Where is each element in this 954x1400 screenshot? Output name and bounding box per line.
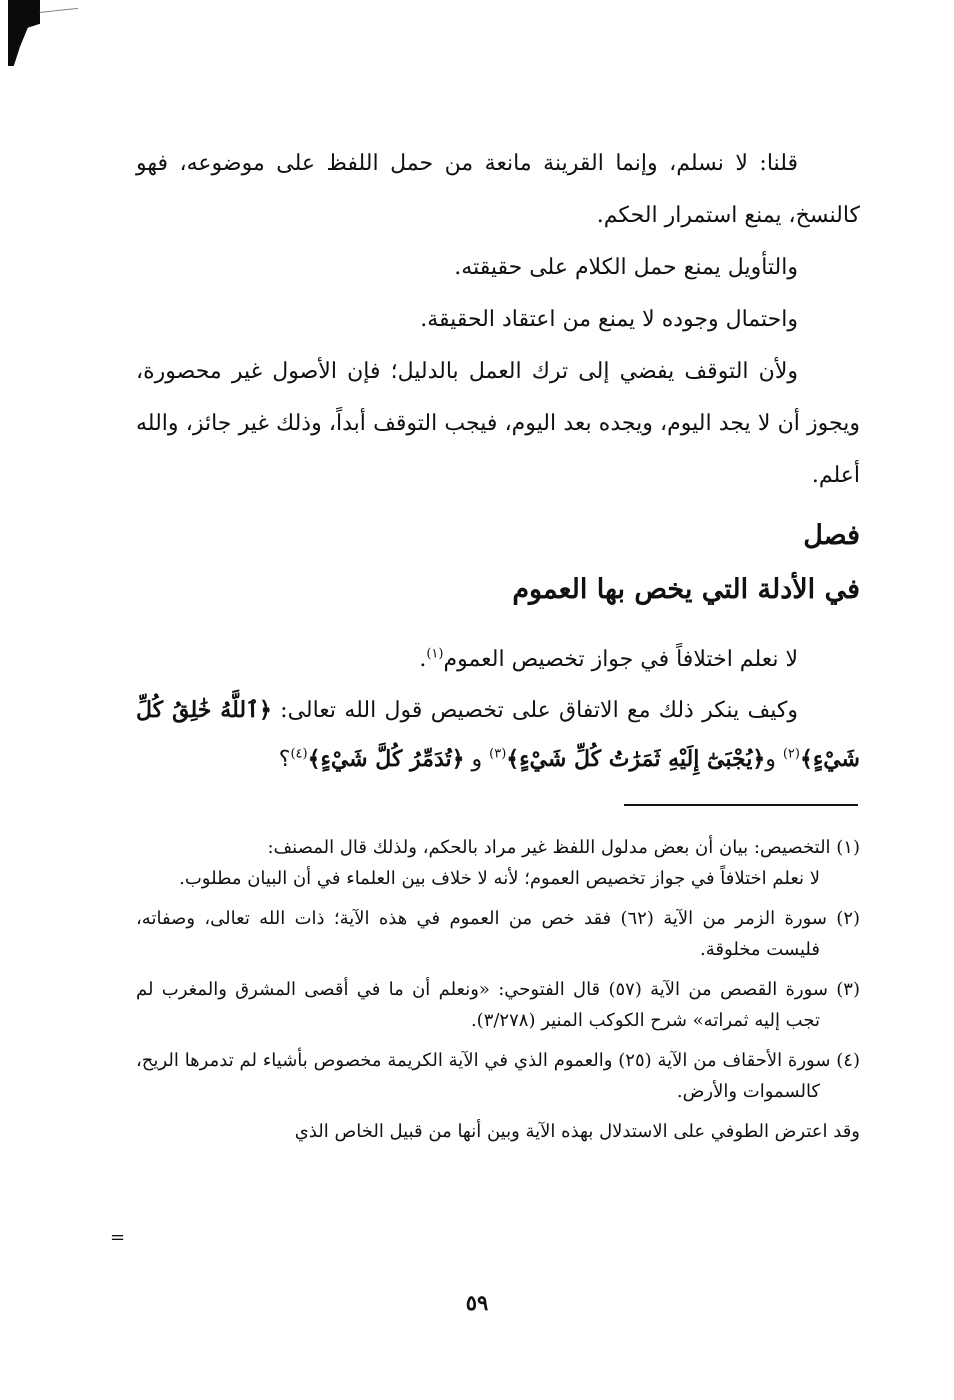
- footnote-ref-1: (١): [426, 646, 444, 662]
- footnote-ref-3: (٣): [489, 746, 507, 762]
- footnote-4-continuation: وقد اعترض الطوفي على الاستدلال بهذه الآية وبين أنها من قبيل الخاص الذي: [294, 1121, 860, 1142]
- page-number: ٥٩: [465, 1290, 489, 1315]
- footnote-separator: [624, 804, 858, 806]
- conjunction-1: و: [765, 747, 783, 772]
- section-paragraph-1-end: .: [419, 647, 427, 672]
- footnote-3: (٣) سورة القصص من الآية (٥٧) قال الفتوحي: «ونعلم أن ما في أقصى المشرق والمغرب لم تجب إليه ثمراته» شرح الكوكب المنير (٣/٢٧٨).: [136, 979, 860, 1031]
- section-paragraph-1-text: لا نعلم اختلافاً في جواز تخصيص العموم: [443, 647, 798, 672]
- footnote-1: [136, 832, 860, 894]
- section-subheading: في الأدلة التي يخص بها العموم: [512, 574, 860, 605]
- body-paragraph-2: والتأويل يمنع حمل الكلام على حقيقته.: [454, 255, 798, 280]
- section-heading: فصل: [803, 520, 860, 551]
- body-paragraph-3: واحتمال وجوده لا يمنع من اعتقاد الحقيقة.: [420, 307, 798, 332]
- continuation-mark: =: [110, 1227, 126, 1248]
- scan-corner-mark: [8, 0, 40, 66]
- footnotes: [136, 832, 860, 1147]
- scan-corner-hairline: [38, 8, 78, 13]
- footnote-ref-4: (٤): [290, 746, 308, 762]
- footnote-4: (٤) سورة الأحقاف من الآية (٢٥) والعموم الذي في الآية الكريمة مخصوص بأشياء لم تدمرها الريح، كالسموات والأرض.: [136, 1050, 860, 1102]
- footnote-1-line-1: (١) التخصيص: بيان أن بعض مدلول اللفظ غير مراد بالحكم، ولذلك قال المصنف:: [267, 837, 860, 858]
- quran-verse-3: ﴿تُدَمِّرُ كُلَّ شَيْءٍ﴾: [307, 746, 465, 772]
- body-paragraph-1: قلنا: لا نسلم، وإنما القرينة مانعة من حمل اللفظ على موضوعه، فهو كالنسخ، يمنع استمرار الحكم.: [136, 151, 860, 228]
- section-paragraph-2-intro: وكيف ينكر ذلك مع الاتفاق على تخصيص قول الله تعالى:: [271, 698, 798, 723]
- footnote-1-line-2: لا نعلم اختلافاً في جواز تخصيص العموم؛ لأنه لا خلاف بين العلماء في أن البيان مطلوب.: [179, 868, 820, 889]
- section-paragraph-2-end: ؟: [278, 747, 291, 772]
- body-paragraph-4: ولأن التوقف يفضي إلى ترك العمل بالدليل؛ فإن الأصول غير محصورة، ويجوز أن لا يجد اليوم، ويجده بعد اليوم، فيجب التوقف أبداً، وذلك غير جائز، والله أعلم.: [136, 359, 860, 488]
- main-text: [136, 138, 860, 784]
- footnote-2: (٢) سورة الزمر من الآية (٦٢) فقد خص من العموم في هذه الآية؛ ذات الله تعالى، وصفاته، فليست مخلوقة.: [136, 908, 861, 960]
- footnote-ref-2: (٢): [782, 746, 800, 762]
- quran-verse-1: ﴿ٱللَّهُ خَٰلِقُ كُلِّ شَيْءٍ﴾: [136, 697, 860, 772]
- quran-verse-2: ﴿يُجْبَىٰٓ إِلَيْهِ ثَمَرَٰتُ كُلِّ شَيْءٍ﴾: [506, 746, 766, 772]
- section-paragraph-1: [136, 634, 860, 686]
- section-paragraph-2: [136, 686, 860, 784]
- conjunction-2: و: [464, 747, 490, 772]
